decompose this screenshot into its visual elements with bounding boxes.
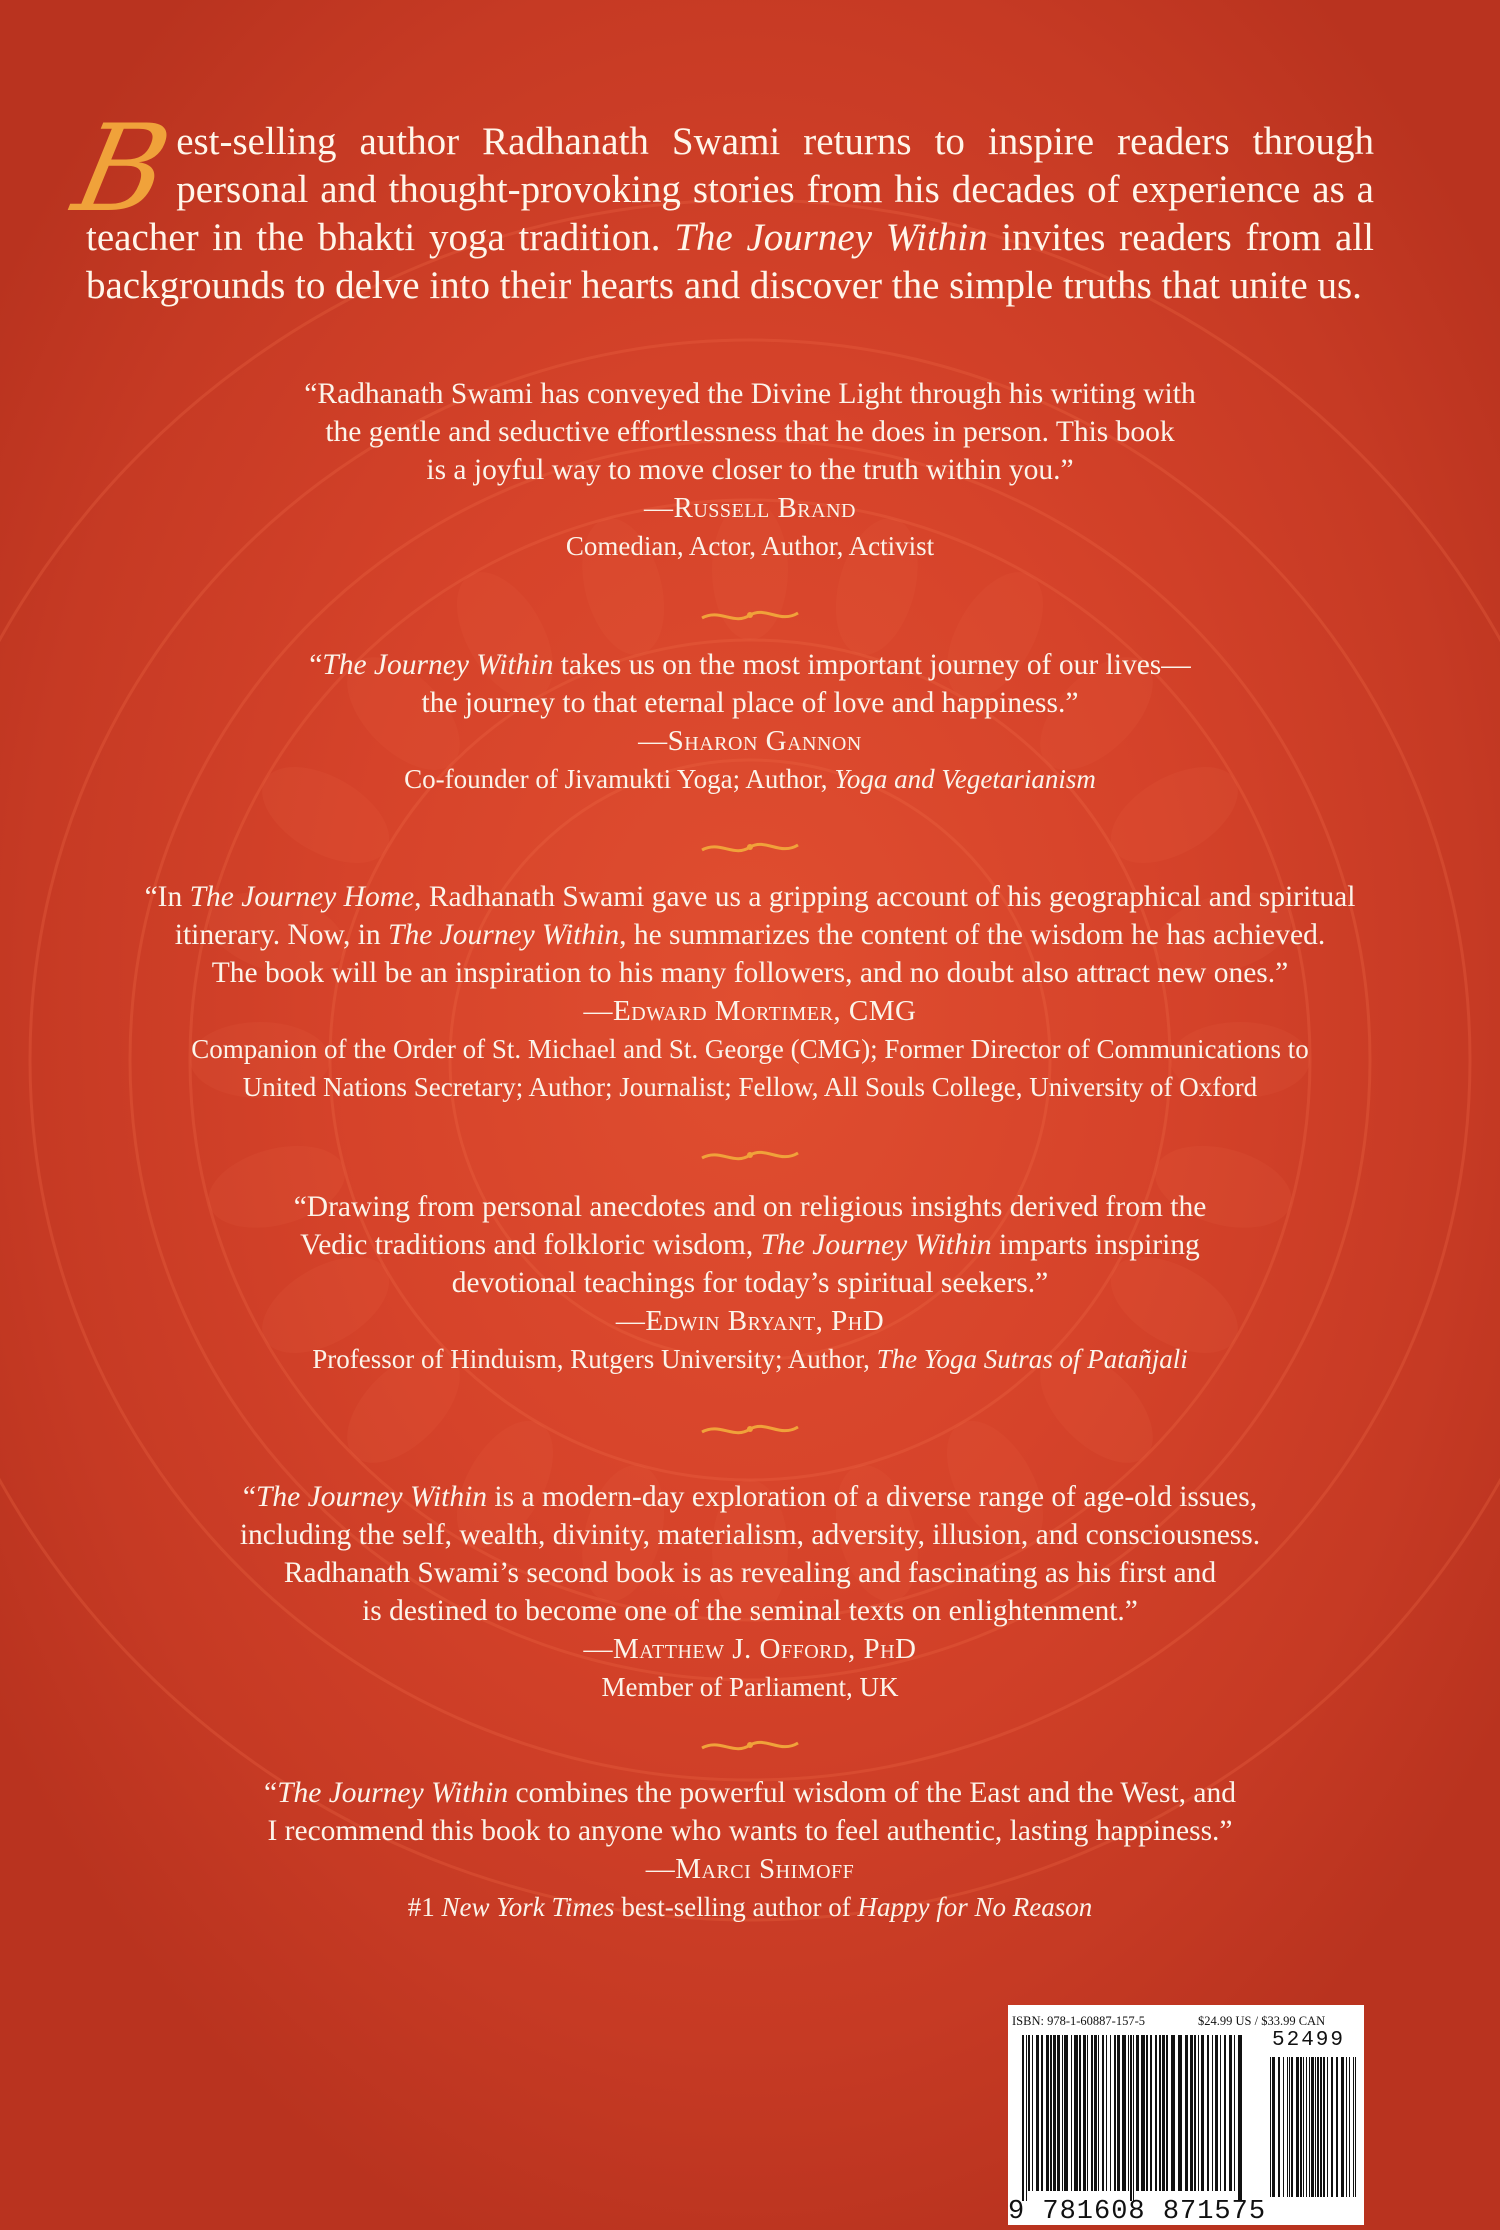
- quote-marci-shimoff: “The Journey Within combines the powerful wisdom of the East and the West, and I recommend this book to anyone who wants to feel authentic, lasting happiness.” —Marci Shimoff #1 New York Times best-selling author of Happy for No Reason: [0, 1774, 1500, 1926]
- quote-edward-mortimer: “In The Journey Home, Radhanath Swami gave us a gripping account of his geographical and spiritual itinerary. Now, in The Journey Within, he summarizes the content of the wisdom he has achieved. The book will be an inspiration to his many followers, and no doubt also attract new ones.” —Edward Mortimer, CMG Companion of the Order of St. Michael and St. George (CMG); Former Director of Communications to United Nations Secretary; Author; Journalist; Fellow, All Souls College, University of Oxford: [0, 878, 1500, 1106]
- isbn-barcode: [1008, 2005, 1364, 2225]
- flourish-ornament-icon: [700, 836, 800, 858]
- quote-sharon-gannon: “The Journey Within takes us on the most important journey of our lives— the journey to that eternal place of love and happiness.” —Sharon Gannon Co-founder of Jivamukti Yoga; Author, Yoga and Vegetarianism: [0, 646, 1500, 798]
- barcode-digits: 9 781608 871575: [1008, 2197, 1267, 2227]
- quote-author: —Russell Brand: [644, 492, 856, 524]
- quote-author: —Marci Shimoff: [645, 1853, 855, 1885]
- quote-credential: Companion of the Order of St. Michael and St. George (CMG); Former Director of Communications to: [191, 1034, 1309, 1064]
- quote-credential: Co-founder of Jivamukti Yoga; Author, Yoga and Vegetarianism: [404, 764, 1096, 794]
- quote-credential: United Nations Secretary; Author; Journalist; Fellow, All Souls College, University of Oxford: [242, 1072, 1258, 1102]
- intro-paragraph: B est-selling author Radhanath Swami returns to inspire readers through personal and thought-provoking stories from his decades of experience as a teacher in the bhakti yoga tradition. The Journey Within invites readers from all backgrounds to delve into their hearts and discover the simple truths that unite us.: [63, 100, 1375, 307]
- quote-credential: Professor of Hinduism, Rutgers University; Author, The Yoga Sutras of Patañjali: [312, 1344, 1188, 1374]
- quote-credential: #1 New York Times best-selling author of Happy for No Reason: [407, 1892, 1093, 1922]
- quote-author: —Edwin Bryant, PhD: [615, 1305, 885, 1337]
- price-text: $24.99 US / $33.99 CAN: [1198, 2014, 1326, 2028]
- quote-edwin-bryant: “Drawing from personal anecdotes and on religious insights derived from the Vedic traditions and folkloric wisdom, The Journey Within imparts inspiring devotional teachings for today’s spiritual seekers.” —Edwin Bryant, PhD Professor of Hinduism, Rutgers University; Author, The Yoga Sutras of Patañjali: [0, 1188, 1500, 1378]
- flourish-ornament-icon: [700, 604, 800, 626]
- quote-credential: Comedian, Actor, Author, Activist: [565, 531, 935, 561]
- quote-author: —Matthew J. Offord, PhD: [583, 1633, 917, 1665]
- isbn-text: ISBN: 978-1-60887-157-5: [1012, 2014, 1145, 2028]
- quote-author: —Sharon Gannon: [638, 725, 862, 757]
- quote-credential: Member of Parliament, UK: [601, 1672, 899, 1702]
- quote-matthew-offord: “The Journey Within is a modern-day exploration of a diverse range of age-old issues, including the self, wealth, divinity, materialism, adversity, illusion, and consciousness. Radhanath Swami’s second book is as revealing and fascinating as his first and is destined to become one of the seminal texts on enlightenment.” —Matthew J. Offord, PhD Member of Parliament, UK: [0, 1478, 1500, 1706]
- drop-cap: B: [63, 100, 182, 239]
- quote-author: —Edward Mortimer, CMG: [583, 995, 917, 1027]
- price-code: 52499: [1272, 2029, 1346, 2052]
- quote-russell-brand: “Radhanath Swami has conveyed the Divine Light through his writing with the gentle and seductive effortlessness that he does in person. This book is a joyful way to move closer to the truth within you.” —Russell Brand Comedian, Actor, Author, Activist: [0, 375, 1500, 565]
- flourish-ornament-icon: [700, 1418, 800, 1440]
- flourish-ornament-icon: [700, 1144, 800, 1166]
- flourish-ornament-icon: [700, 1734, 800, 1756]
